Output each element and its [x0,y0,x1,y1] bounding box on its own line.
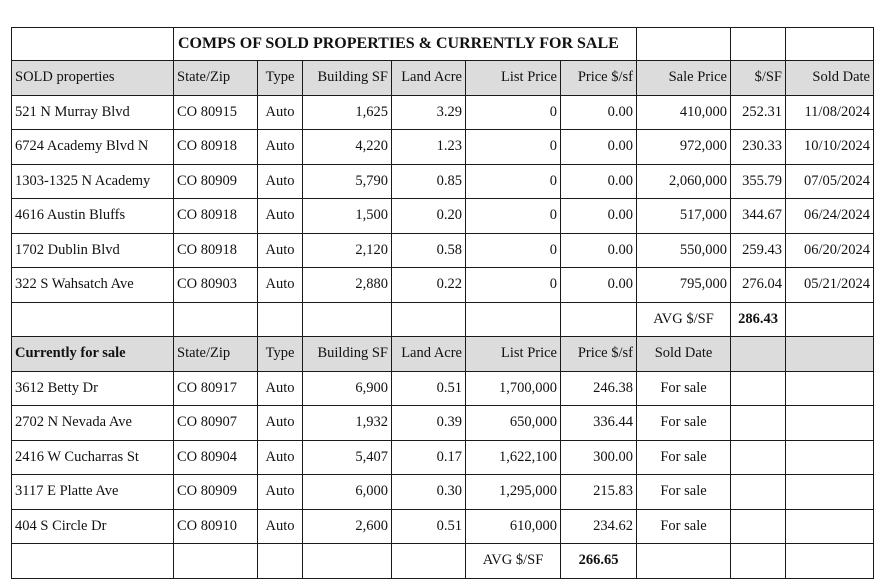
sold-header-row [12,61,874,96]
for-sale-table-row [12,440,874,475]
sold-header-cell: Type [258,61,303,96]
for-sale-cell: 3117 E Platte Ave [12,475,174,510]
sold-table-row [12,95,874,130]
blank-cell [174,544,258,579]
for-sale-cell: Auto [258,509,303,544]
sold-cell: CO 80915 [174,95,258,130]
sold-cell: 0 [466,130,561,165]
comps-document [11,27,874,579]
sold-cell: 0.58 [392,233,466,268]
for-sale-cell: 0.17 [392,440,466,475]
blank-cell [786,440,874,475]
sold-cell: 06/24/2024 [786,199,874,234]
blank-cell [731,509,786,544]
sold-cell: 0.00 [561,268,637,303]
for-sale-cell: CO 80910 [174,509,258,544]
sold-cell: 795,000 [637,268,731,303]
sold-cell: 0 [466,199,561,234]
sold-cell: 0.85 [392,164,466,199]
sold-cell: Auto [258,268,303,303]
for-sale-cell: 0.51 [392,509,466,544]
for-sale-cell: 0.39 [392,406,466,441]
for-sale-avg-label: AVG $/SF [466,544,561,579]
sold-cell: 0.20 [392,199,466,234]
sold-header-cell: Sold Date [786,61,874,96]
for-sale-cell: CO 80917 [174,371,258,406]
blank-cell [12,302,174,337]
for-sale-cell: Auto [258,406,303,441]
sold-cell: 517,000 [637,199,731,234]
blank-cell [786,406,874,441]
sold-cell: 2,060,000 [637,164,731,199]
for-sale-cell: 5,407 [303,440,392,475]
for-sale-cell: 300.00 [561,440,637,475]
for-sale-cell: CO 80909 [174,475,258,510]
sold-cell: 230.33 [731,130,786,165]
for-sale-table-row [12,509,874,544]
sold-cell: 2,120 [303,233,392,268]
sold-header-cell: Land Acre [392,61,466,96]
sold-cell: 276.04 [731,268,786,303]
sold-cell: 0.00 [561,130,637,165]
for-sale-cell: 0.51 [392,371,466,406]
comps-table-body [12,28,874,579]
sold-cell: 550,000 [637,233,731,268]
for-sale-cell: 404 S Circle Dr [12,509,174,544]
sold-cell: 11/08/2024 [786,95,874,130]
for-sale-cell: Auto [258,371,303,406]
sold-table-row [12,130,874,165]
for-sale-header-cell: List Price [466,337,561,372]
comps-table [11,27,874,579]
title-blank-cell [731,28,786,61]
blank-cell [392,302,466,337]
blank-cell [392,544,466,579]
for-sale-cell: For sale [637,440,731,475]
sold-cell: 2,880 [303,268,392,303]
title-blank-cell [637,28,731,61]
for-sale-table-row [12,475,874,510]
for-sale-cell: 6,900 [303,371,392,406]
blank-cell [786,509,874,544]
for-sale-header-cell: Currently for sale [12,337,174,372]
sold-cell: 322 S Wahsatch Ave [12,268,174,303]
sold-cell: 0 [466,268,561,303]
for-sale-cell: 650,000 [466,406,561,441]
sold-cell: 0.00 [561,95,637,130]
sold-cell: CO 80918 [174,199,258,234]
title-blank-cell [12,28,174,61]
for-sale-cell: 1,295,000 [466,475,561,510]
for-sale-cell: Auto [258,440,303,475]
sold-table-row [12,199,874,234]
blank-cell [637,544,731,579]
sold-header-cell: List Price [466,61,561,96]
sold-cell: 10/10/2024 [786,130,874,165]
for-sale-cell: CO 80904 [174,440,258,475]
blank-cell [731,475,786,510]
sold-table-row [12,268,874,303]
sold-avg-value: 286.43 [731,302,786,337]
sold-cell: 410,000 [637,95,731,130]
blank-cell [466,302,561,337]
sold-cell: CO 80918 [174,233,258,268]
for-sale-cell: 610,000 [466,509,561,544]
sold-cell: 05/21/2024 [786,268,874,303]
blank-cell [731,440,786,475]
sold-table-row [12,233,874,268]
blank-cell [786,371,874,406]
blank-cell [731,544,786,579]
blank-cell [258,544,303,579]
sold-header-cell: Sale Price [637,61,731,96]
sold-cell: 972,000 [637,130,731,165]
sold-header-cell: $/SF [731,61,786,96]
for-sale-header-cell: Type [258,337,303,372]
for-sale-cell: 246.38 [561,371,637,406]
sold-cell: 4616 Austin Bluffs [12,199,174,234]
sold-cell: 355.79 [731,164,786,199]
for-sale-cell: 234.62 [561,509,637,544]
sold-cell: 4,220 [303,130,392,165]
sold-cell: Auto [258,164,303,199]
blank-cell [258,302,303,337]
blank-cell [731,371,786,406]
for-sale-header-row [12,337,874,372]
sold-cell: 6724 Academy Blvd N [12,130,174,165]
sold-cell: 1,625 [303,95,392,130]
sold-cell: 344.67 [731,199,786,234]
sold-cell: 0.00 [561,164,637,199]
sold-header-cell: SOLD properties [12,61,174,96]
sold-cell: Auto [258,199,303,234]
for-sale-header-cell: Building SF [303,337,392,372]
for-sale-header-cell: State/Zip [174,337,258,372]
for-sale-cell: 3612 Betty Dr [12,371,174,406]
sold-header-cell: Price $/sf [561,61,637,96]
sold-cell: Auto [258,95,303,130]
blank-cell [303,544,392,579]
sold-cell: 1,500 [303,199,392,234]
for-sale-cell: For sale [637,406,731,441]
blank-cell [303,302,392,337]
sold-cell: 0 [466,233,561,268]
sold-avg-label: AVG $/SF [637,302,731,337]
for-sale-cell: Auto [258,475,303,510]
for-sale-header-cell: Sold Date [637,337,731,372]
for-sale-table-row [12,371,874,406]
blank-cell [731,406,786,441]
for-sale-cell: 6,000 [303,475,392,510]
sold-cell: CO 80903 [174,268,258,303]
sold-cell: 5,790 [303,164,392,199]
sold-cell: CO 80918 [174,130,258,165]
sold-average-row [12,302,874,337]
document-title: COMPS OF SOLD PROPERTIES & CURRENTLY FOR SALE [174,28,637,61]
sold-cell: 0 [466,164,561,199]
sold-cell: 521 N Murray Blvd [12,95,174,130]
sold-cell: 1702 Dublin Blvd [12,233,174,268]
for-sale-avg-value: 266.65 [561,544,637,579]
blank-cell [786,475,874,510]
for-sale-table-row [12,406,874,441]
sold-cell: 0 [466,95,561,130]
sold-cell: Auto [258,130,303,165]
sold-table-row [12,164,874,199]
for-sale-cell: 1,622,100 [466,440,561,475]
for-sale-cell: 1,700,000 [466,371,561,406]
for-sale-average-row [12,544,874,579]
title-blank-cell [786,28,874,61]
sold-cell: 3.29 [392,95,466,130]
sold-header-cell: Building SF [303,61,392,96]
for-sale-cell: For sale [637,475,731,510]
blank-cell [786,337,874,372]
title-row [12,28,874,61]
sold-cell: 1303-1325 N Academy [12,164,174,199]
for-sale-cell: CO 80907 [174,406,258,441]
blank-cell [731,337,786,372]
blank-cell [561,302,637,337]
for-sale-cell: For sale [637,509,731,544]
for-sale-cell: 2702 N Nevada Ave [12,406,174,441]
blank-cell [174,302,258,337]
for-sale-header-cell: Land Acre [392,337,466,372]
sold-cell: CO 80909 [174,164,258,199]
for-sale-cell: 1,932 [303,406,392,441]
for-sale-cell: 2416 W Cucharras St [12,440,174,475]
for-sale-header-cell: Price $/sf [561,337,637,372]
sold-cell: 0.00 [561,233,637,268]
for-sale-cell: For sale [637,371,731,406]
for-sale-cell: 0.30 [392,475,466,510]
sold-cell: 07/05/2024 [786,164,874,199]
sold-cell: Auto [258,233,303,268]
sold-cell: 0.00 [561,199,637,234]
blank-cell [786,302,874,337]
sold-header-cell: State/Zip [174,61,258,96]
for-sale-cell: 336.44 [561,406,637,441]
for-sale-cell: 2,600 [303,509,392,544]
blank-cell [12,544,174,579]
for-sale-cell: 215.83 [561,475,637,510]
sold-cell: 0.22 [392,268,466,303]
sold-cell: 06/20/2024 [786,233,874,268]
sold-cell: 1.23 [392,130,466,165]
sold-cell: 259.43 [731,233,786,268]
sold-cell: 252.31 [731,95,786,130]
blank-cell [786,544,874,579]
